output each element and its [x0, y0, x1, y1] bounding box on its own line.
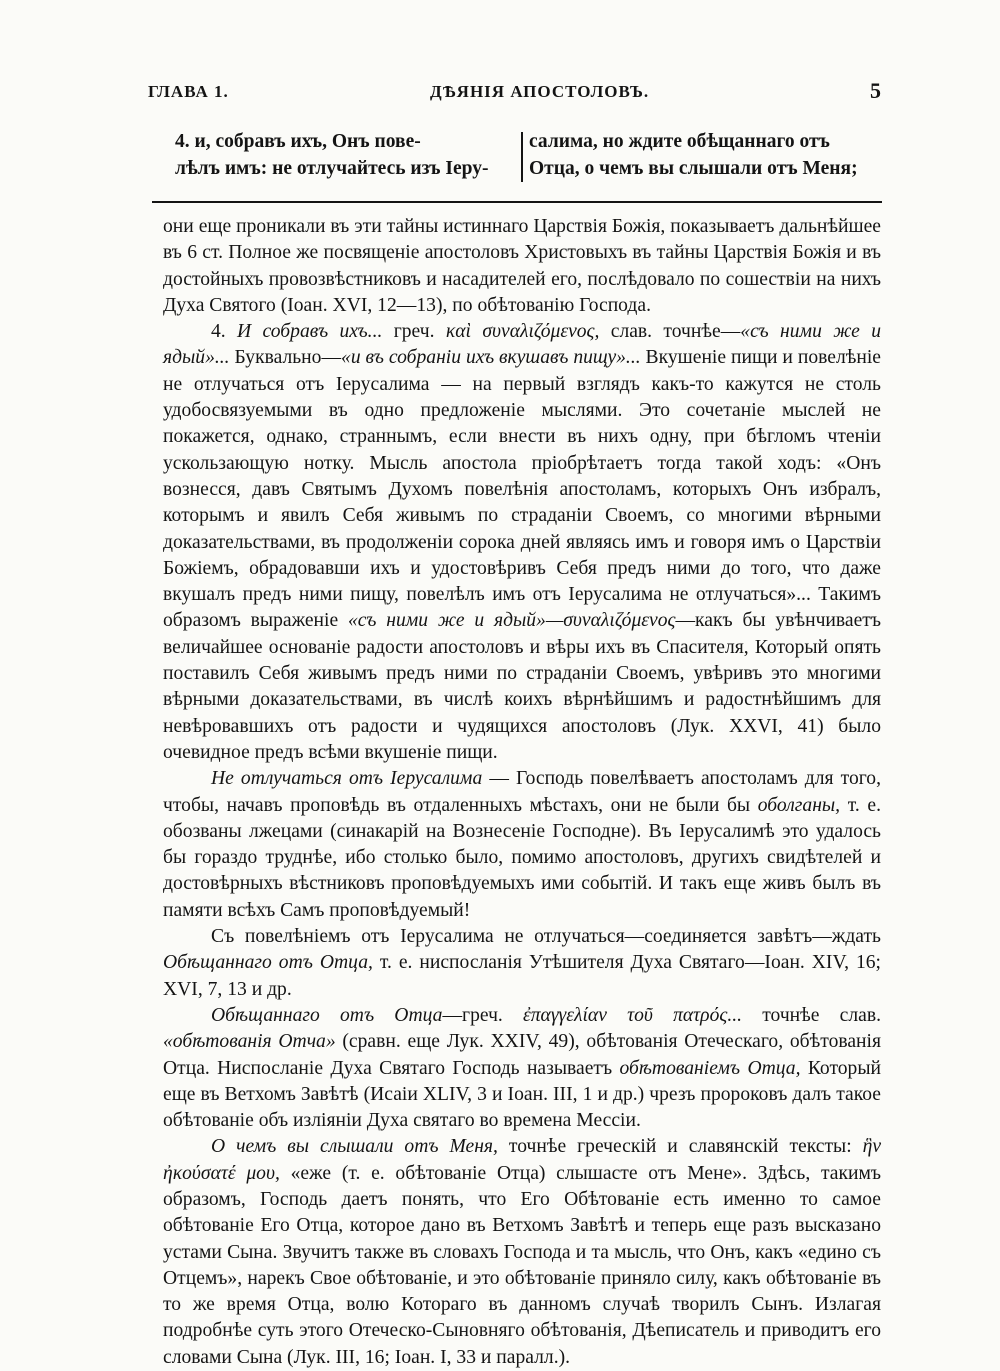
italic-citation: «съ ними же и ядый»...	[163, 321, 882, 369]
verse-line: Отца, о чемъ вы слышали отъ Меня;	[529, 158, 858, 179]
text-run: —какъ бы увѣнчиваетъ величайшее основаніе радости апостоловъ и вѣры ихъ въ Спасителя, Который опять поставилъ Себя живымъ предъ ними по страданіи Своемъ, увѣривъ это многими вѣрными доказательствами, въ числѣ коихъ вѣрнѣйшимъ и радостнѣйшимъ для невѣровавшихъ отъ радости и чудящихся апостоловъ (Лук. XXVI, 41) было очевидное предъ всѣми вкушеніе пищи.	[163, 610, 881, 763]
commentary-paragraph	[163, 319, 881, 766]
horizontal-rule	[152, 201, 882, 203]
italic-citation: обѣтованіемъ Отца,	[619, 1057, 801, 1079]
commentary-body	[163, 214, 881, 1371]
italic-citation: ἐπαγγελίαν τοῦ πατρός...	[523, 1004, 743, 1026]
text-run: Съ повелѣніемъ отъ Іерусалима не отлучаться—соединяется завѣтъ—ждать	[211, 926, 881, 948]
verse-text	[165, 128, 883, 184]
italic-citation: И собравъ ихъ...	[237, 321, 383, 343]
text-run: (сравн. еще Лук. XXIV, 49), обѣтованія Отеческаго, обѣтованія Отца. Ниспосланіе Духа Святаго Господь называетъ	[163, 1031, 881, 1079]
text-run: точнѣе греческій и славянскій тексты:	[497, 1136, 863, 1158]
italic-citation: «обѣтованія Отча»	[163, 1031, 336, 1053]
verse-right-column	[529, 128, 883, 182]
italic-citation: Не отлучаться отъ Іерусалима	[211, 768, 483, 790]
italic-citation: О чемъ вы слышали отъ Меня,	[211, 1136, 498, 1158]
text-run: «еже (т. е. обѣтованіе Отца) слышасте отъ Мене». Здѣсь, такимъ образомъ, Господь даетъ понять, что Его Обѣтованіе есть именно то самое обѣтованіе Его Отца, которое дано въ Ветхомъ Завѣтѣ и теперь еще разъ высказано устами Сына. Звучитъ также въ словахъ Господа и та мысль, что Онъ, какъ «едино съ Отцемъ», нарекъ Свое обѣтованіе, и это обѣтованіе приняло силу, какъ обѣтованіе въ то же время Отца, волю Котораго въ данномъ случаѣ творилъ Сынъ. Излагая подробнѣе суть этого Отеческо-Сыновняго обѣтованія, Дѣеписатель и приводитъ его словами Сына (Лук. III, 16; Іоан. I, 33 и паралл.).	[163, 1162, 881, 1368]
text-run: греч.	[382, 321, 446, 343]
text-run: Вкушеніе пищи и повелѣніе не отлучаться отъ Іерусалима — на первый взглядъ какъ-то кажутся не столь удобосвязуемыми въ одно предложеніе мыслями. Это сочетаніе мыслей не покажется, однако, страннымъ, если внести въ нихъ одну, при бѣгломъ чтеніи ускользающую нотку. Мысль апостола пріобрѣтаетъ тогда такой ходъ: «Онъ вознесся, давъ Святымъ Духомъ повелѣнія апостоламъ, которыхъ Онъ избралъ, которымъ и явилъ Себя живымъ по страданіи Своемъ, со многими вѣрными доказательствами, въ продолженіи сорока дней являясь имъ и говоря имъ о Царствіи Божіемъ, обрадовавши ихъ и удостовѣривъ Себя предъ ними до того, что даже вкушалъ предъ ними пищу, повелѣлъ имъ отъ Іерусалима не отлучаться»... Такимъ образомъ выраженіе	[163, 347, 881, 632]
page-number: 5	[870, 78, 882, 103]
italic-citation: Обѣщаннаго отъ Отца	[211, 1004, 443, 1026]
text-run: слав. точнѣе—	[599, 321, 741, 343]
text-run: т. е. ниспосланія Утѣшителя Духа Святаго—Іоан. XIV, 16; XVI, 7, 13 и др.	[163, 952, 881, 1000]
italic-citation: καὶ συναλιζόμενος,	[445, 321, 600, 343]
text-run: они еще проникали въ эти тайны истиннаго Царствія Божія, показываетъ дальнѣйшее въ 6 ст. Полное же посвященіе апостоловъ Христовыхъ въ тайны Царствія Божія и въ достойныхъ провозвѣстниковъ и насадителей его, послѣдовало по сошествіи на нихъ Духа Святого (Іоан. XVI, 12—13), по обѣтованію Господа.	[163, 216, 881, 316]
verse-line: лѣлъ имъ: не отлучайтесь изъ Іеру-	[175, 158, 489, 179]
book-title: ДѢЯНІЯ АПОСТОЛОВЪ.	[430, 82, 650, 101]
column-divider	[521, 132, 523, 182]
italic-citation: «и въ собраніи ихъ вкушавъ пищу»...	[341, 347, 641, 369]
italic-citation: оболганы,	[757, 794, 841, 816]
text-run: т. е. обозваны лжецами (синакарій на Вознесеніе Господне). Въ Іерусалимѣ это удалось бы гораздо труднѣе, ибо столько было, помимо апостоловъ, другихъ свидѣтелей и достовѣрныхъ вѣстниковъ проповѣдуемыхъ ими событій. И такъ еще живъ былъ въ памяти всѣхъ Самъ проповѣдуемый!	[163, 794, 881, 921]
text-run: Который еще въ Ветхомъ Завѣтѣ (Исаіи XLIV, 3 и Іоан. III, 1 и др.) чрезъ пророковъ далъ такое обѣтованіе объ изліяніи Духа святаго во времена Мессіи.	[163, 1057, 882, 1132]
italic-citation: «съ ними же и ядый»—συναλιζόμενος	[348, 610, 676, 632]
commentary-paragraph	[163, 766, 881, 924]
text-run: 4.	[211, 321, 238, 343]
commentary-paragraph	[163, 1134, 881, 1371]
verse-line: 4. и, собравъ ихъ, Онъ пове-	[175, 131, 421, 152]
italic-citation: ἣν ἠκούσατέ μου,	[163, 1136, 882, 1184]
commentary-paragraph	[163, 1003, 881, 1134]
commentary-paragraph	[163, 924, 881, 1003]
chapter-label: ГЛАВА 1.	[148, 82, 229, 101]
text-run: Буквально—	[229, 347, 342, 369]
italic-citation: Обѣщаннаго отъ Отца,	[163, 952, 373, 974]
text-run: —греч.	[442, 1004, 524, 1026]
verse-line: салима, но ждите обѣщаннаго отъ	[529, 131, 830, 152]
verse-left-column	[175, 128, 515, 182]
text-run: — Господь повелѣваетъ апостоламъ для того, чтобы, начавъ проповѣдь въ отдаленныхъ мѣстахъ, они не были бы	[163, 768, 881, 816]
text-run: точнѣе слав.	[742, 1004, 881, 1026]
commentary-paragraph	[163, 214, 881, 319]
running-head	[148, 78, 882, 108]
